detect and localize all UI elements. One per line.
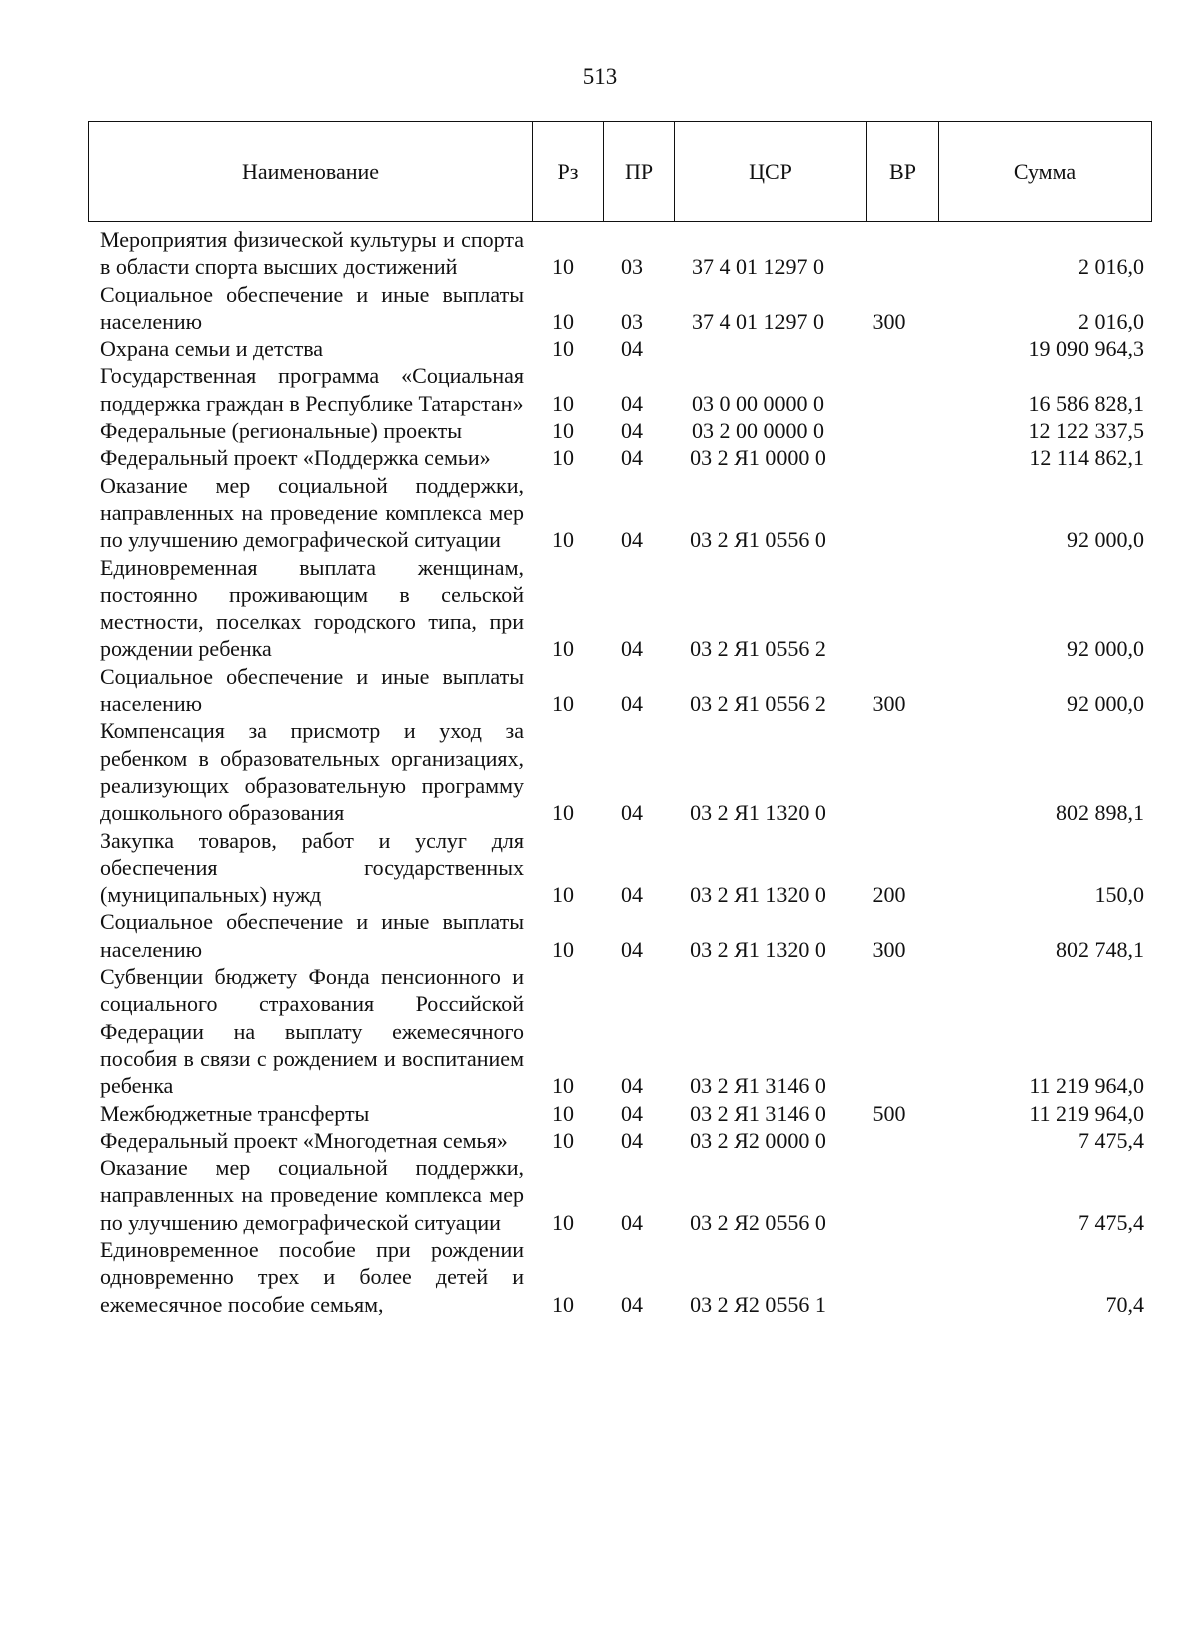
table-row xyxy=(100,444,1148,471)
cell-csr: 03 2 Я1 1320 0 xyxy=(690,800,826,826)
cell-name: Федеральный проект «Многодетная семья» xyxy=(100,1127,508,1153)
cell-csr: 03 2 Я1 0556 2 xyxy=(690,691,826,717)
cell-name: Оказание мер социальной поддержки, направленных на проведение комплекса мер по улучшению демографической ситуации xyxy=(100,1155,524,1235)
cell-rz: 10 xyxy=(552,1073,574,1099)
cell-csr: 03 2 Я2 0556 1 xyxy=(690,1291,826,1317)
table-row xyxy=(100,1100,1148,1127)
cell-csr: 03 0 00 0000 0 xyxy=(692,390,824,416)
cell-pr: 04 xyxy=(621,1127,643,1153)
cell-name: Субвенции бюджету Фонда пенсионного и социального страхования Российской Федерации на выплату ежемесячного пособия в связи с рождением и воспитанием ребенка xyxy=(100,964,524,1099)
cell-pr: 03 xyxy=(621,254,643,280)
cell-name: Охрана семьи и детства xyxy=(100,336,324,362)
cell-name: Единовременная выплата женщинам, постоянно проживающим в сельской местности, поселках городского типа, при рождении ребенка xyxy=(100,554,524,662)
cell-csr: 03 2 Я1 0556 2 xyxy=(690,636,826,662)
cell-name: Компенсация за присмотр и уход за ребенком в образовательных организациях, реализующих образовательную программу дошкольного образования xyxy=(100,718,524,826)
cell-sum: 150,0 xyxy=(1094,882,1144,908)
cell-name: Федеральные (региональные) проекты xyxy=(100,418,462,444)
header-csr: ЦСР xyxy=(675,122,867,221)
table-row xyxy=(100,717,1148,826)
cell-vr: 500 xyxy=(872,1100,906,1126)
cell-rz: 10 xyxy=(552,254,574,280)
cell-sum: 2 016,0 xyxy=(1078,308,1144,334)
cell-name: Мероприятия физической культуры и спорта в области спорта высших достижений xyxy=(100,227,524,280)
table-row xyxy=(100,417,1148,444)
table-row xyxy=(100,362,1148,417)
table-row xyxy=(100,226,1148,281)
cell-name: Межбюджетные трансферты xyxy=(100,1100,370,1126)
table-row xyxy=(100,472,1148,554)
cell-name: Федеральный проект «Поддержка семьи» xyxy=(100,445,491,471)
cell-rz: 10 xyxy=(552,445,574,471)
cell-name: Закупка товаров, работ и услуг для обеспечения государственных (муниципальных) нужд xyxy=(100,827,524,908)
cell-rz: 10 xyxy=(552,882,574,908)
header-sum: Сумма xyxy=(1013,158,1077,184)
cell-rz: 10 xyxy=(552,308,574,334)
cell-sum: 11 219 964,0 xyxy=(1029,1073,1144,1099)
table-row xyxy=(100,827,1148,909)
cell-csr: 03 2 Я1 0556 0 xyxy=(690,527,826,553)
table-row xyxy=(100,335,1148,362)
cell-sum: 19 090 964,3 xyxy=(1028,336,1144,362)
cell-pr: 04 xyxy=(621,527,643,553)
cell-name: Государственная программа «Социальная поддержка граждан в Республике Татарстан» xyxy=(100,363,524,416)
table-row xyxy=(100,908,1148,963)
table-row xyxy=(100,1154,1148,1236)
cell-rz: 10 xyxy=(552,1291,574,1317)
cell-vr: 300 xyxy=(872,308,906,334)
table-row xyxy=(100,281,1148,336)
cell-sum: 11 219 964,0 xyxy=(1029,1100,1144,1126)
cell-sum: 92 000,0 xyxy=(1067,527,1144,553)
cell-pr: 04 xyxy=(621,800,643,826)
cell-sum: 2 016,0 xyxy=(1078,254,1144,280)
cell-pr: 04 xyxy=(621,1100,643,1126)
cell-pr: 04 xyxy=(621,1291,643,1317)
cell-pr: 04 xyxy=(621,336,643,362)
table-row xyxy=(100,554,1148,663)
header-name: Наименование xyxy=(89,122,533,221)
table-row xyxy=(100,1236,1148,1318)
cell-sum: 7 475,4 xyxy=(1078,1209,1144,1235)
cell-csr: 03 2 Я2 0556 0 xyxy=(690,1209,826,1235)
cell-csr: 03 2 Я1 3146 0 xyxy=(690,1100,826,1126)
cell-name: Социальное обеспечение и иные выплаты населению xyxy=(100,909,524,962)
cell-csr: 37 4 01 1297 0 xyxy=(692,308,824,334)
cell-vr: 300 xyxy=(872,691,906,717)
header-pr: ПР xyxy=(604,122,675,221)
cell-name: Социальное обеспечение и иные выплаты населению xyxy=(100,663,524,717)
cell-rz: 10 xyxy=(552,936,574,962)
cell-pr: 03 xyxy=(621,308,643,334)
header-rz: Рз xyxy=(533,122,604,221)
cell-sum: 92 000,0 xyxy=(1067,636,1144,662)
cell-pr: 04 xyxy=(621,1073,643,1099)
cell-vr: 300 xyxy=(872,936,906,962)
cell-sum: 802 748,1 xyxy=(1056,936,1144,962)
cell-csr: 03 2 Я1 1320 0 xyxy=(690,936,826,962)
table-row xyxy=(100,663,1148,718)
cell-rz: 10 xyxy=(552,1127,574,1153)
cell-pr: 04 xyxy=(621,418,643,444)
cell-rz: 10 xyxy=(552,1209,574,1235)
cell-sum: 12 114 862,1 xyxy=(1029,445,1144,471)
header-vr: ВР xyxy=(867,122,939,221)
cell-rz: 10 xyxy=(552,527,574,553)
cell-csr: 03 2 00 0000 0 xyxy=(692,418,824,444)
cell-pr: 04 xyxy=(621,390,643,416)
cell-pr: 04 xyxy=(621,882,643,908)
cell-rz: 10 xyxy=(552,390,574,416)
table-header xyxy=(88,121,1152,222)
cell-rz: 10 xyxy=(552,636,574,662)
cell-rz: 10 xyxy=(552,418,574,444)
table-body xyxy=(100,226,1148,1318)
table-row xyxy=(100,1127,1148,1154)
cell-sum: 7 475,4 xyxy=(1078,1127,1144,1153)
cell-sum: 12 122 337,5 xyxy=(1028,418,1144,444)
cell-rz: 10 xyxy=(552,800,574,826)
cell-csr: 03 2 Я1 1320 0 xyxy=(690,882,826,908)
page-number: 513 xyxy=(582,64,618,89)
cell-sum: 92 000,0 xyxy=(1067,691,1144,717)
cell-sum: 802 898,1 xyxy=(1056,800,1144,826)
cell-csr: 37 4 01 1297 0 xyxy=(692,254,824,280)
cell-sum: 70,4 xyxy=(1105,1291,1144,1317)
cell-sum: 16 586 828,1 xyxy=(1028,390,1144,416)
cell-pr: 04 xyxy=(621,691,643,717)
cell-pr: 04 xyxy=(621,1209,643,1235)
cell-name: Оказание мер социальной поддержки, направленных на проведение комплекса мер по улучшению демографической ситуации xyxy=(100,472,524,553)
cell-pr: 04 xyxy=(621,636,643,662)
cell-pr: 04 xyxy=(621,445,643,471)
cell-pr: 04 xyxy=(621,936,643,962)
cell-rz: 10 xyxy=(552,691,574,717)
cell-rz: 10 xyxy=(552,336,574,362)
table-row xyxy=(100,963,1148,1099)
cell-name: Социальное обеспечение и иные выплаты населению xyxy=(100,281,524,334)
cell-vr: 200 xyxy=(872,882,906,908)
cell-rz: 10 xyxy=(552,1100,574,1126)
cell-csr: 03 2 Я2 0000 0 xyxy=(690,1127,826,1153)
cell-csr: 03 2 Я1 3146 0 xyxy=(690,1073,826,1099)
cell-name: Единовременное пособие при рождении одновременно трех и более детей и ежемесячное пособие семьям, xyxy=(100,1236,524,1317)
cell-csr: 03 2 Я1 0000 0 xyxy=(690,445,826,471)
